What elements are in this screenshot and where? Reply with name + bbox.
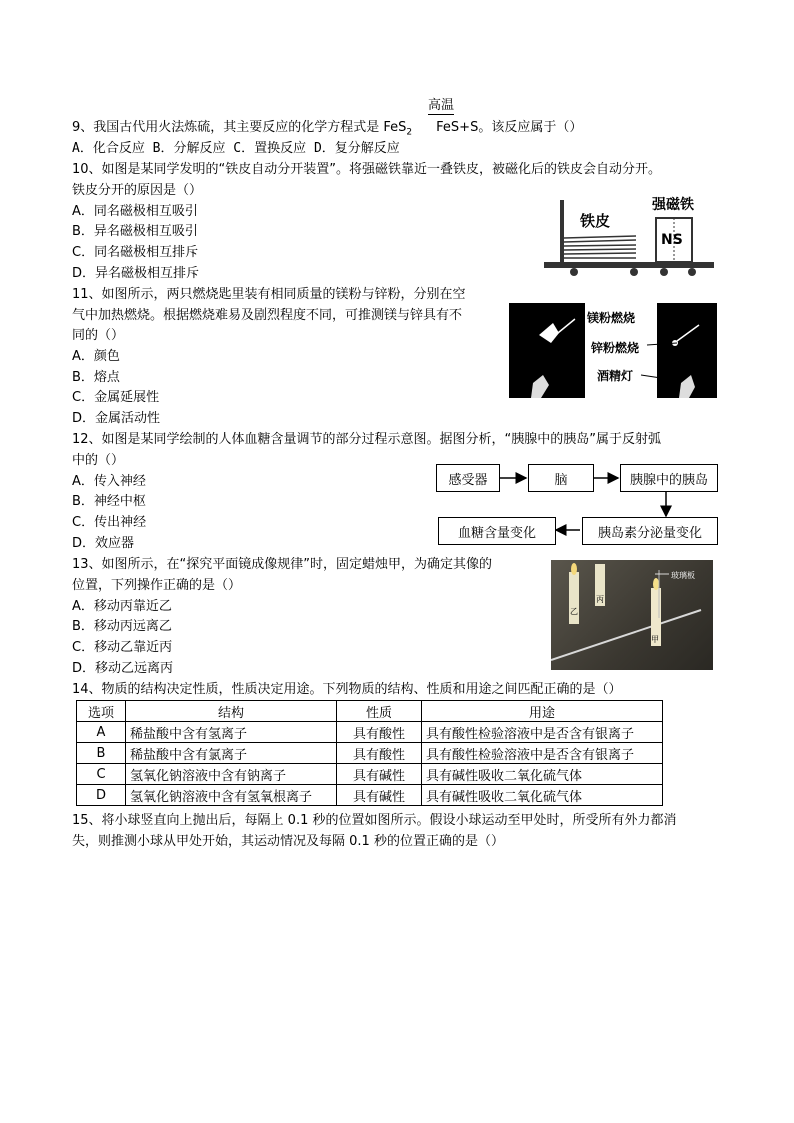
q14-stem: 14、物质的结构决定性质，性质决定用途。下列物质的结构、性质和用途之间匹配正确的是（） [72,682,622,697]
q13-option-d: D．移动乙远离丙 [72,661,174,676]
q10-option-a: A．同名磁极相互吸引 [72,204,198,219]
row-option: C [77,764,126,785]
row-structure: 氢氧化钠溶液中含有氢氧根离子 [126,785,337,806]
candle-jia-label: 甲 [651,635,659,644]
row-option: D [77,785,126,806]
q9-options: A．化合反应 B．分解反应 C．置换反应 D．复分解反应 [72,141,400,156]
table-row [77,743,663,764]
row-use: 具有碱性吸收二氧化硫气体 [422,785,663,806]
mirror-photo [551,560,713,670]
brain-label: 脑 [554,472,568,488]
q11-stem-2: 气中加热燃烧。根据燃烧难易及剧烈程度不同，可推测镁与锌具有不 [72,308,463,323]
row-structure: 稀盐酸中含有氢离子 [126,722,337,743]
q12-option-b: B．神经中枢 [72,494,146,509]
q15-stem-1: 15、将小球竖直向上抛出后，每隔上 0.1 秒的位置如图所示。假设小球运动至甲处时，所受所有外力都消 [72,813,677,828]
row-structure: 稀盐酸中含有氯离子 [126,743,337,764]
insulin-label: 胰岛素分泌量变化 [597,525,702,541]
q10-option-d: D．异名磁极相互排斥 [72,266,200,281]
table-row [77,785,663,806]
zn-label: 锌粉燃烧 [591,341,640,355]
reaction-condition: 高温 [428,98,455,113]
q13-option-b: B．移动丙远离乙 [72,619,172,634]
iron-sheet-label: 铁皮 [580,212,611,230]
row-property: 具有碱性 [337,785,422,806]
q11-option-d: D．金属活动性 [72,411,161,426]
glass-label: 玻璃板 [671,571,695,580]
combustion-figure [509,303,717,398]
q13-stem-1: 13、如图所示，在“探究平面镜成像规律”时，固定蜡烛甲，为确定其像的 [72,557,493,572]
q14-table [76,700,663,806]
q11-stem-1: 11、如图所示，两只燃烧匙里装有相同质量的镁粉与锌粉，分别在空 [72,287,466,302]
q10-stem-1: 10、如图是某同学发明的“铁皮自动分开装置”。将强磁铁靠近一叠铁皮，被磁化后的铁皮会自动分开。 [72,162,662,177]
row-property: 具有碱性 [337,764,422,785]
table-header-row [77,701,663,722]
header-option: 选项 [77,701,126,722]
row-option: B [77,743,126,764]
q13-stem-2: 位置，下列操作正确的是（） [72,578,242,593]
q11-option-c: C．金属延展性 [72,390,160,405]
header-use: 用途 [422,701,663,722]
q9-stem-b: FeS+S。该反应属于（） [436,120,583,135]
q12-stem-1: 12、如图是某同学绘制的人体血糖含量调节的部分过程示意图。据图分析，“胰腺中的胰岛”属于反射弧 [72,432,662,447]
row-use: 具有碱性吸收二氧化硫气体 [422,764,663,785]
row-structure: 氢氧化钠溶液中含有钠离子 [126,764,337,785]
row-use: 具有酸性检验溶液中是否含有银离子 [422,722,663,743]
q12-option-c: C．传出神经 [72,515,147,530]
candle-bing-label: 丙 [596,595,604,604]
row-option: A [77,722,126,743]
mg-label: 镁粉燃烧 [587,311,636,325]
brain-box [528,464,594,492]
q10-stem-2: 铁皮分开的原因是（） [72,183,203,198]
q13-option-c: C．移动乙靠近丙 [72,640,173,655]
q10-option-c: C．同名磁极相互排斥 [72,245,199,260]
receptor-box [436,464,500,492]
q9-stem-a: 9、我国古代用火法炼硫，其主要反应的化学方程式是 FeS [72,120,407,135]
q11-option-a: A．颜色 [72,349,120,364]
sugar-label: 血糖含量变化 [457,525,536,541]
magnet-label: 强磁铁 [652,197,694,213]
islet-box [620,464,718,492]
row-use: 具有酸性检验溶液中是否含有银离子 [422,743,663,764]
q11-stem-3: 同的（） [72,328,125,343]
header-property: 性质 [337,701,422,722]
q13-option-a: A．移动丙靠近乙 [72,599,172,614]
row-property: 具有酸性 [337,722,422,743]
lamp-label: 酒精灯 [597,369,634,383]
sugar-box [438,517,556,545]
row-property: 具有酸性 [337,743,422,764]
q11-option-b: B．熔点 [72,370,120,385]
table-row [77,764,663,785]
header-structure: 结构 [126,701,337,722]
reflex-diagram [436,464,720,548]
iron-sheet-figure [544,190,714,280]
q10-option-b: B．异名磁极相互吸引 [72,224,198,239]
q12-option-a: A．传入神经 [72,474,146,489]
q15-stem-2: 失，则推测小球从甲处开始，其运动情况及每隔 0.1 秒的位置正确的是（） [72,834,504,849]
subscript-2: 2 [406,127,413,138]
q12-option-d: D．效应器 [72,536,135,551]
candle-yi-label: 乙 [570,607,578,616]
insulin-box [582,517,718,545]
q12-stem-2: 中的（） [72,453,125,468]
receptor-label: 感受器 [448,472,488,488]
ns-label: NS [661,232,683,248]
table-row [77,722,663,743]
islet-label: 胰腺中的胰岛 [629,472,708,488]
